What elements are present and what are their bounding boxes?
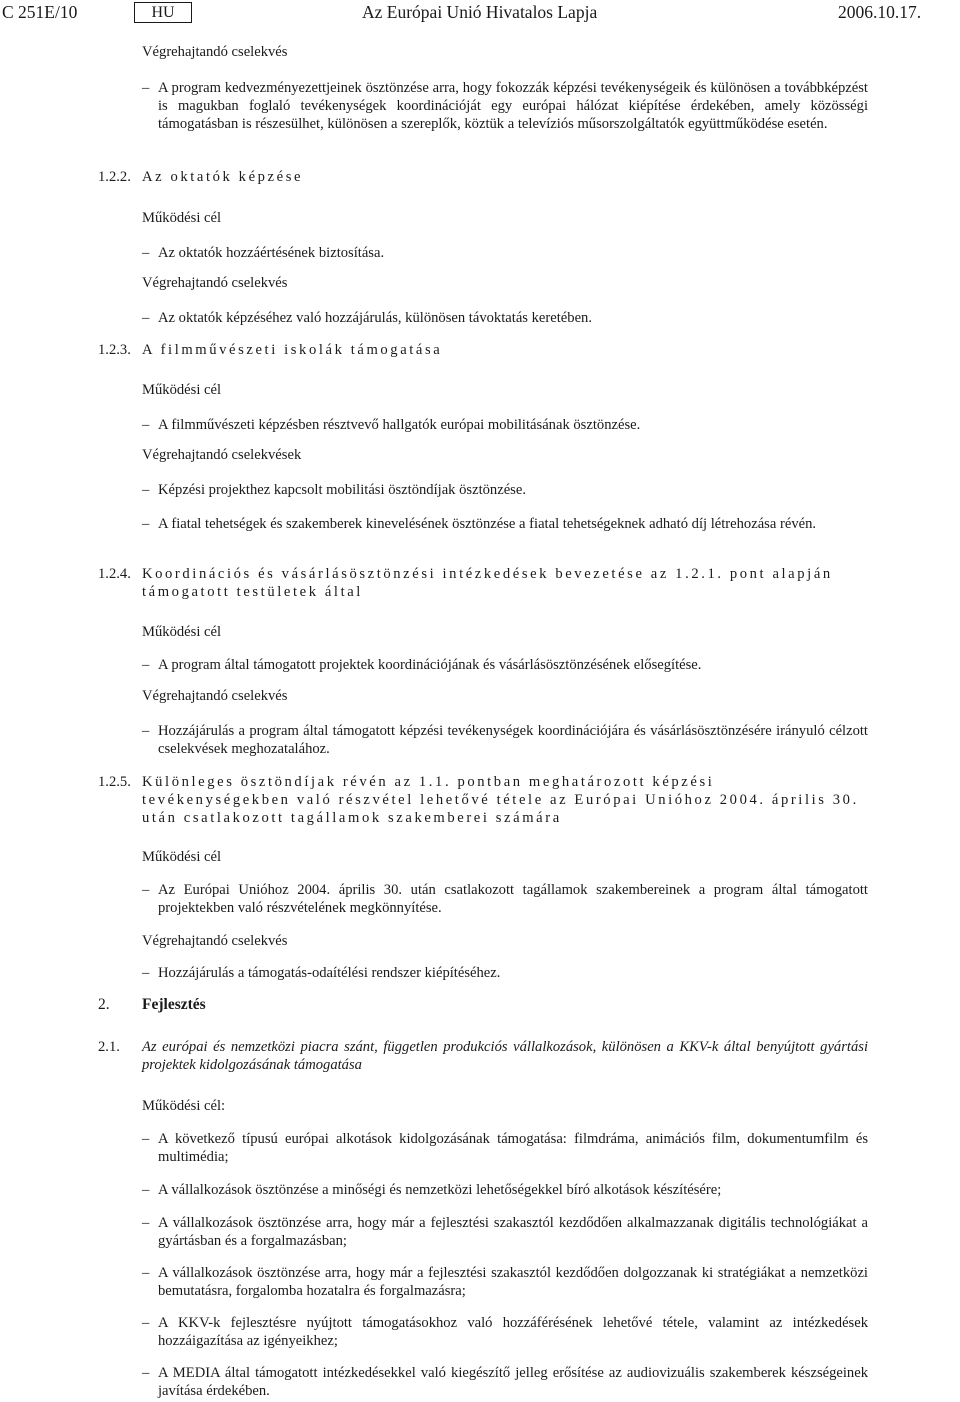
dash-bullet: – xyxy=(142,1315,150,1331)
list-item-text: A filmművészeti képzésben résztvevő hallgatók európai mobilitásának ösztönzése. xyxy=(158,417,641,433)
label-vegrehajtando: Végrehajtandó cselekvés xyxy=(142,275,288,291)
label-vegrehajtandok: Végrehajtandó cselekvések xyxy=(142,447,302,463)
section-number: 1.2.3. xyxy=(98,342,131,358)
list-item-text: A vállalkozások ösztönzése a minőségi és nemzetközi lehetőségekkel bíró alkotások készítésére; xyxy=(158,1182,722,1198)
dash-bullet: – xyxy=(142,1265,150,1281)
dash-bullet: – xyxy=(142,1215,150,1231)
section-number: 1.2.2. xyxy=(98,169,131,185)
dash-bullet: – xyxy=(142,80,150,96)
list-item xyxy=(142,79,868,133)
list-item xyxy=(142,309,868,327)
list-item xyxy=(142,1181,868,1199)
section-number: 1.2.4. xyxy=(98,566,131,582)
label-vegrehajtando: Végrehajtandó cselekvés xyxy=(142,44,288,60)
list-item-text: A vállalkozások ösztönzése arra, hogy már a fejlesztési szakasztól kezdődően dolgozzanak ki stratégiákat a nemzetközi bemutatásra, forgalomba hozatalra és forgalmazásra; xyxy=(158,1265,868,1299)
label-mukodesi-cel: Működési cél xyxy=(142,382,222,398)
list-item xyxy=(142,244,868,262)
list-item xyxy=(142,722,868,758)
list-item-text: Az oktatók hozzáértésének biztosítása. xyxy=(158,245,385,261)
section-title: Fejlesztés xyxy=(142,996,206,1013)
journal-reference: C 251E/10 xyxy=(2,2,78,22)
publication-date: 2006.10.17. xyxy=(838,2,922,22)
list-item xyxy=(142,515,868,533)
dash-bullet: – xyxy=(142,417,150,433)
dash-bullet: – xyxy=(142,1182,150,1198)
list-item-text: A program által támogatott projektek koordinációjának és vásárlásösztönzésének elősegítése. xyxy=(158,657,702,673)
list-item-text: A vállalkozások ösztönzése arra, hogy már a fejlesztési szakasztól kezdődően alkalmazzanak digitális technológiákat a gyártásban és a forgalmazásban; xyxy=(158,1215,868,1249)
label-mukodesi-cel: Működési cél xyxy=(142,210,222,226)
dash-bullet: – xyxy=(142,882,150,898)
subsection-title: Az európai és nemzetközi piacra szánt, független produkciós vállalkozások, különösen a KKV-k által benyújtott gyártási projektek kidolgozásának támogatása xyxy=(142,1039,868,1073)
list-item xyxy=(142,416,868,434)
dash-bullet: – xyxy=(142,245,150,261)
dash-bullet: – xyxy=(142,310,150,326)
list-item-text: Az Európai Unióhoz 2004. április 30. után csatlakozott tagállamok szakembereinek a program által támogatott projektekben való részvételének megkönnyítése. xyxy=(158,882,868,916)
list-item-text: A MEDIA által támogatott intézkedésekkel való kiegészítő jelleg erősítése az audiovizuális szakemberek készségeinek javítása érdekében. xyxy=(158,1365,868,1399)
dash-bullet: – xyxy=(142,516,150,532)
label-mukodesi-cel: Működési cél xyxy=(142,624,222,640)
list-item xyxy=(142,1264,868,1300)
list-item xyxy=(142,1130,868,1166)
list-item-text: Képzési projekthez kapcsolt mobilitási ösztöndíjak ösztönzése. xyxy=(158,482,526,498)
dash-bullet: – xyxy=(142,1131,150,1147)
section-number: 2. xyxy=(98,996,110,1013)
list-item xyxy=(142,1314,868,1350)
dash-bullet: – xyxy=(142,657,150,673)
list-item-text: A program kedvezményezettjeinek ösztönzése arra, hogy fokozzák képzési tevékenységeik és különösen a továbbképzést is magukban foglaló tevékenységek koordinációját egy európai hálózat kiépítése érdekében, amely közösségi támogatásban is részesülhet, különösen a szereplők, köztük a televíziós műsorszolgáltatók együttműködése esetén. xyxy=(158,80,868,132)
language-code-box: HU xyxy=(134,2,192,23)
section-heading: Koordinációs és vásárlásösztönzési intézkedések bevezetése az 1.2.1. pont alapján támogatott testületek által xyxy=(142,566,833,600)
section-heading: Az oktatók képzése xyxy=(142,169,304,185)
list-item xyxy=(142,881,868,917)
list-item-text: Hozzájárulás a program által támogatott képzési tevékenységek koordinációjára és vásárlásösztönzésére irányuló célzott cselekvések meghozatalához. xyxy=(158,723,868,757)
section-heading: A filmművészeti iskolák támogatása xyxy=(142,342,443,358)
dash-bullet: – xyxy=(142,482,150,498)
list-item-text: A következő típusú európai alkotások kidolgozásának támogatása: filmdráma, animációs film, dokumentumfilm és multimédia; xyxy=(158,1131,868,1165)
label-vegrehajtando: Végrehajtandó cselekvés xyxy=(142,688,288,704)
list-item xyxy=(142,1364,868,1400)
list-item xyxy=(142,964,868,982)
list-item-text: Az oktatók képzéséhez való hozzájárulás, különösen távoktatás keretében. xyxy=(158,310,592,326)
label-vegrehajtando: Végrehajtandó cselekvés xyxy=(142,933,288,949)
page-header xyxy=(0,0,960,24)
section-number: 1.2.5. xyxy=(98,774,131,790)
list-item-text: A KKV-k fejlesztésre nyújtott támogatásokhoz való hozzáférésének lehetővé tétele, valamint az intézkedések hozzáigazítása az igényeikhez; xyxy=(158,1315,868,1349)
section-heading: Különleges ösztöndíjak révén az 1.1. pontban meghatározott képzési tevékenységekben való részvétel lehetővé tétele az Európai Unióhoz 2004. április 30. után csatlakozott tagállamok szakemberei számára xyxy=(142,774,859,826)
list-item xyxy=(142,481,868,499)
section-number: 2.1. xyxy=(98,1039,120,1055)
dash-bullet: – xyxy=(142,723,150,739)
list-item-text: A fiatal tehetségek és szakemberek kinevelésének ösztönzése a fiatal tehetségeknek adható díj létrehozása révén. xyxy=(158,516,817,532)
list-item xyxy=(142,656,868,674)
list-item xyxy=(142,1214,868,1250)
dash-bullet: – xyxy=(142,965,150,981)
label-mukodesi-cel: Működési cél: xyxy=(142,1098,226,1114)
dash-bullet: – xyxy=(142,1365,150,1381)
label-mukodesi-cel: Működési cél xyxy=(142,849,222,865)
journal-title: Az Európai Unió Hivatalos Lapja xyxy=(362,2,598,22)
list-item-text: Hozzájárulás a támogatás-odaítélési rendszer kiépítéséhez. xyxy=(158,965,501,981)
